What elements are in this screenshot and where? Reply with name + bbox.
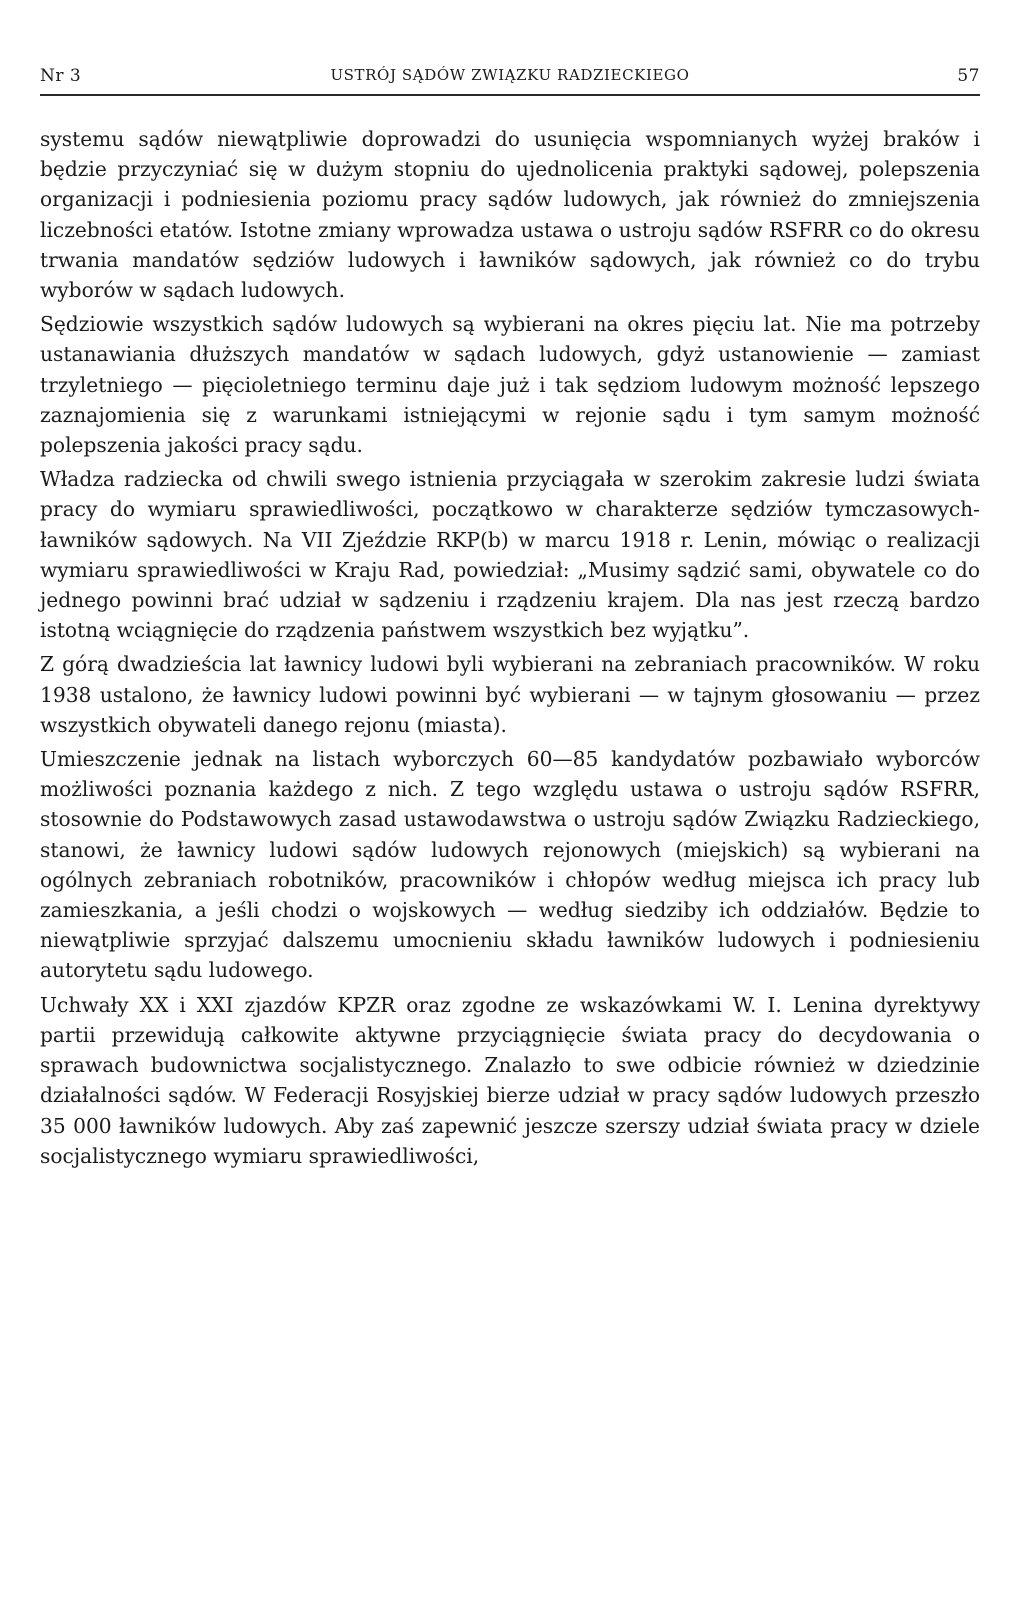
body-text: [40, 124, 980, 1171]
paragraph-5: Umieszczenie jednak na listach wyborczych 60—85 kandydatów pozbawiało wyborców możliwości poznania każdego z nich. Z tego względu ustawa o ustroju sądów RSFRR, stosownie do Podstawowych zasad ustawodawstwa o ustroju sądów Związku Radzieckiego, stanowi, że ławnicy ludowi sądów ludowych rejonowych (miejskich) są wybierani na ogólnych zebraniach robotników, pracowników i chłopów według miejsca ich pracy lub zamieszkania, a jeśli chodzi o wojskowych — według siedziby ich oddziałów. Będzie to niewątpliwie sprzyjać dalszemu umocnieniu składu ławników ludowych i podniesieniu autorytetu sądu ludowego.: [40, 747, 980, 983]
document-page: [40, 56, 980, 1171]
paragraph-3: Władza radziecka od chwili swego istnienia przyciągała w szerokim zakresie ludzi świata pracy do wymiaru sprawiedliwości, początkowo w charakterze sędziów tymczasowych-ławników sądowych. Na VII Zjeździe RKP(b) w marcu 1918 r. Lenin, mówiąc o realizacji wymiaru sprawiedliwości w Kraju Rad, powiedział: „Musimy sądzić sami, obywatele co do jednego powinni brać udział w sądzeniu i rządzeniu krajem. Dla nas jest rzeczą bardzo istotną wciągnięcie do rządzenia państwem wszystkich bez wyjątku”.: [40, 467, 980, 643]
issue-number: Nr 3: [40, 66, 82, 86]
paragraph-4: Z górą dwadzieścia lat ławnicy ludowi byli wybierani na zebraniach pracowników. W roku 1938 ustalono, że ławnicy ludowi powinni być wybierani — w tajnym głosowaniu — przez wszystkich obywateli danego rejonu (miasta).: [40, 652, 980, 737]
running-title: USTRÓJ SĄDÓW ZWIĄZKU RADZIECKIEGO: [330, 66, 690, 84]
header-rule: [40, 94, 980, 96]
running-header: [40, 56, 980, 86]
page-number: 57: [957, 66, 980, 86]
paragraph-1: systemu sądów niewątpliwie doprowadzi do usunięcia wspomnianych wyżej braków i będzie przyczyniać się w dużym stopniu do ujednolicenia praktyki sądowej, polepszenia organizacji i podniesienia poziomu pracy sądów ludowych, jak również do zmniejszenia liczebności etatów. Istotne zmiany wprowadza ustawa o ustroju sądów RSFRR co do okresu trwania mandatów sędziów ludowych i ławników sądowych, jak również co do trybu wyborów w sądach ludowych.: [40, 127, 980, 303]
paragraph-6: Uchwały XX i XXI zjazdów KPZR oraz zgodne ze wskazówkami W. I. Lenina dyrektywy partii przewidują całkowite aktywne przyciągnięcie świata pracy do decydowania o sprawach budownictwa socjalistycznego. Znalazło to swe odbicie również w dziedzinie działalności sądów. W Federacji Rosyjskiej bierze udział w pracy sądów ludowych przeszło 35 000 ławników ludowych. Aby zaś zapewnić jeszcze szerszy udział świata pracy w dziele socjalistycznego wymiaru sprawiedliwości,: [40, 992, 980, 1168]
paragraph-2: Sędziowie wszystkich sądów ludowych są wybierani na okres pięciu lat. Nie ma potrzeby ustanawiania dłuższych mandatów w sądach ludowych, gdyż ustanowienie — zamiast trzyletniego — pięcioletniego terminu daje już i tak sędziom ludowym możność lepszego zaznajomienia się z warunkami istniejącymi w rejonie sądu i tym samym możność polepszenia jakości pracy sądu.: [40, 312, 980, 458]
